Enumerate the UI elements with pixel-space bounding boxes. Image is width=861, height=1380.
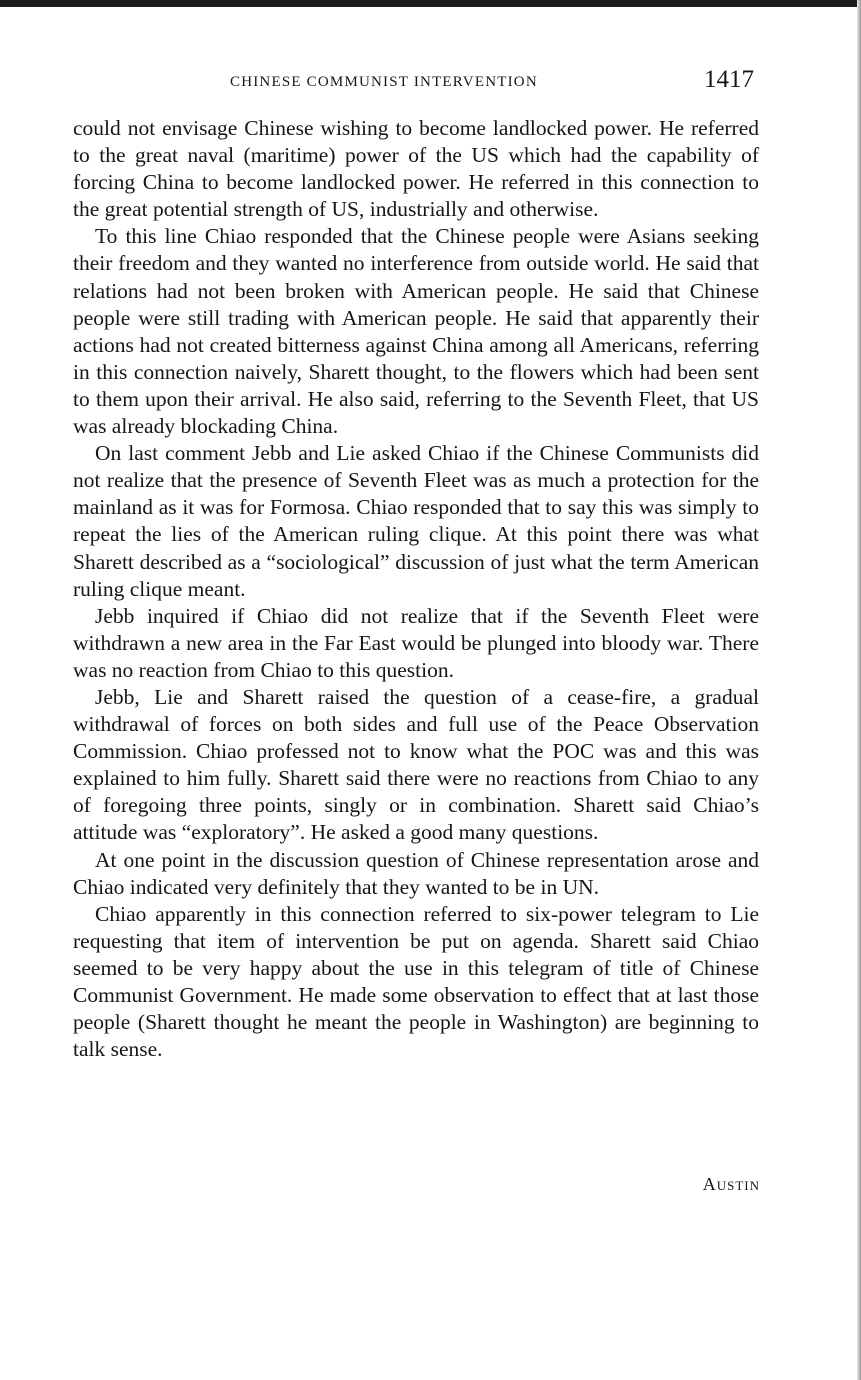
paragraph: At one point in the discussion question of Chinese representation arose and Chiao indicated very definitely that they wanted to be in UN. <box>73 847 759 899</box>
paragraph: On last comment Jebb and Lie asked Chiao if the Chinese Communists did not realize that the presence of Seventh Fleet was as much a protection for the mainland as it was for Formosa. Chiao responded that to say this was simply to repeat the lies of the American ruling clique. At this point there was what Sharett described as a “sociological” discussion of just what the term American ruling clique meant. <box>73 441 759 601</box>
document-body <box>73 115 759 1063</box>
page-number: 1417 <box>704 66 754 93</box>
running-title: CHINESE COMMUNIST INTERVENTION <box>230 74 538 90</box>
paragraph-continued: could not envisage Chinese wishing to become landlocked power. He referred to the great naval (maritime) power of the US which had the capability of forcing China to become landlocked power. He referred in this connection to the great potential strength of US, industrially and otherwise. <box>73 116 759 222</box>
page-top-edge <box>0 0 861 7</box>
paragraph: To this line Chiao responded that the Chinese people were Asians seeking their freedom and they wanted no interference from outside world. He said that relations had not been broken with American people. He said that Chinese people were still trading with American people. He said that apparently their actions had not created bitterness against China among all Americans, referring in this connection naively, Sharett thought, to the flowers which had been sent to them upon their arrival. He also said, referring to the Seventh Fleet, that US was already blockading China. <box>73 224 759 439</box>
page-right-edge <box>857 0 861 1380</box>
paragraph: Chiao apparently in this connection referred to six-power telegram to Lie requesting that item of intervention be put on agenda. Sharett said Chiao seemed to be very happy about the use in this telegram of title of Chinese Communist Government. He made some observation to effect that at last those people (Sharett thought he meant the people in Washington) are beginning to talk sense. <box>73 901 759 1062</box>
paragraph: Jebb inquired if Chiao did not realize that if the Seventh Fleet were withdrawn a new area in the Far East would be plunged into bloody war. There was no reaction from Chiao to this question. <box>73 603 759 682</box>
signature: Austin <box>702 1174 760 1194</box>
paragraph: Jebb, Lie and Sharett raised the question of a cease-fire, a gradual withdrawal of forces on both sides and full use of the Peace Observation Commission. Chiao professed not to know what the POC was and this was explained to him fully. Sharett said there were no reactions from Chiao to any of foregoing three points, singly or in combination. Sharett said Chiao’s attitude was “exploratory”. He asked a good many questions. <box>73 684 759 845</box>
